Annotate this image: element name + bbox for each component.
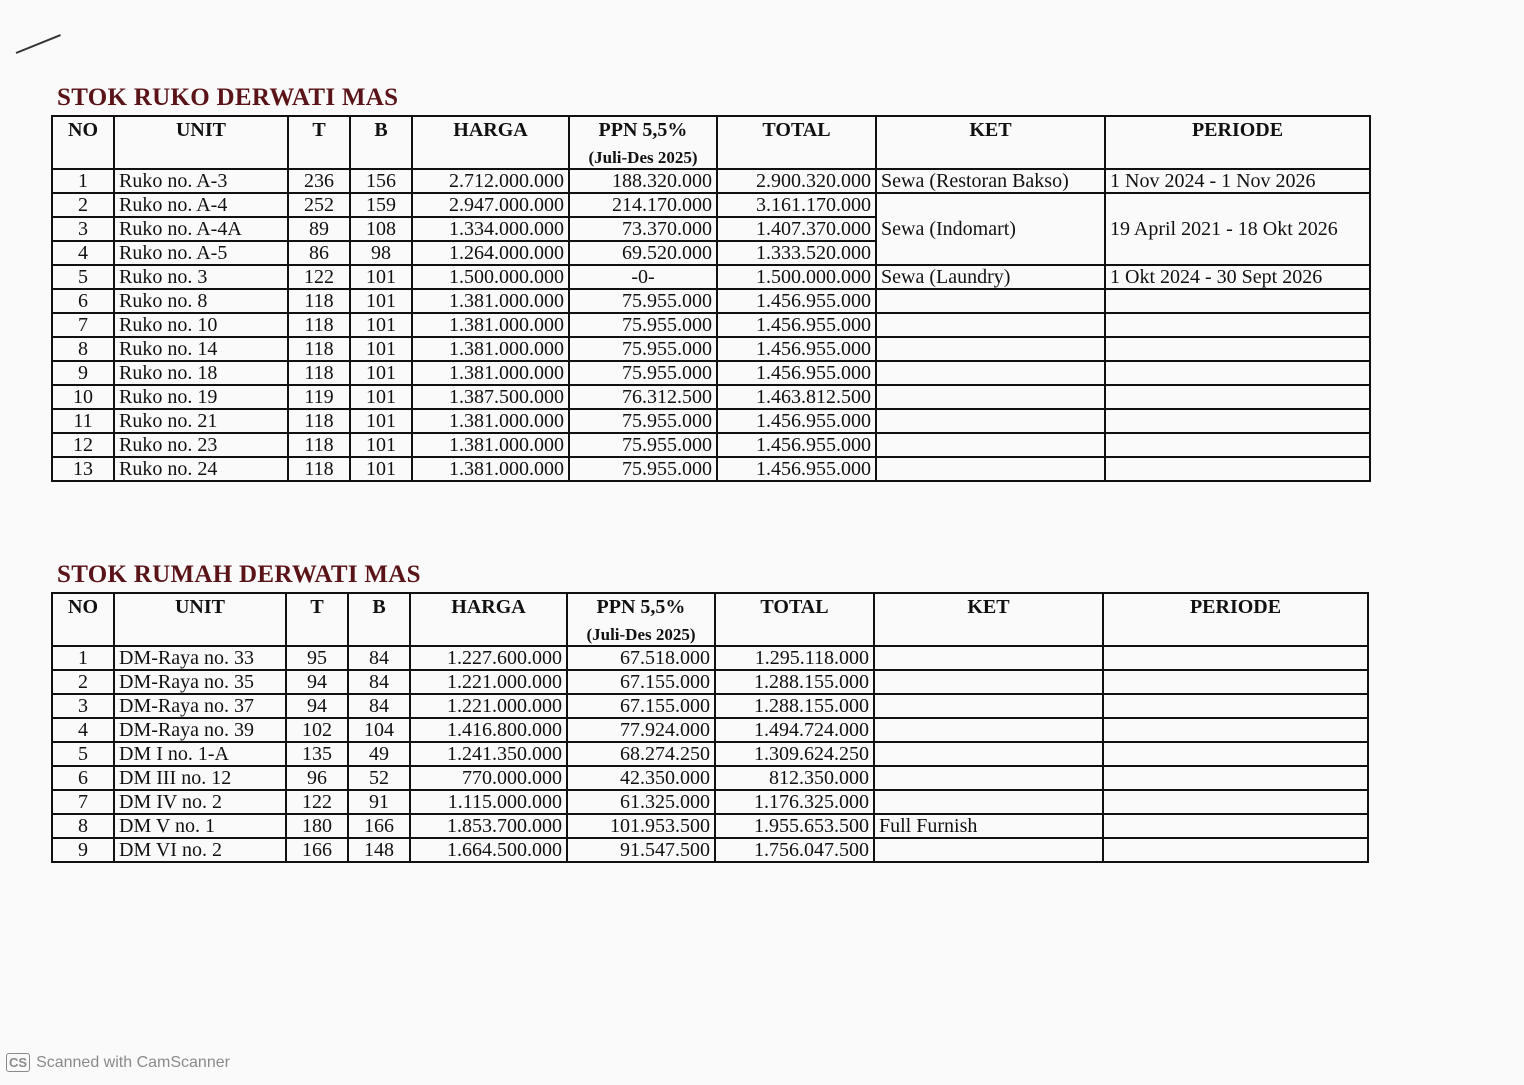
cell-ppn: 75.955.000 [569,337,717,361]
cell-unit: Ruko no. 23 [114,433,288,457]
cell-unit: Ruko no. A-5 [114,241,288,265]
cell-harga: 1.264.000.000 [412,241,569,265]
cell-no: 3 [52,694,114,718]
header-periode: PERIODE [1103,593,1368,646]
cell-periode [1105,337,1370,361]
cell-ket [876,337,1105,361]
cell-periode: 1 Okt 2024 - 30 Sept 2026 [1105,265,1370,289]
cell-no: 13 [52,457,114,481]
cell-ppn: 42.350.000 [567,766,715,790]
table-row [52,790,1368,814]
cell-total: 1.756.047.500 [715,838,874,862]
header-ppn-label: PPN 5,5% [596,596,686,618]
cell-ppn: 188.320.000 [569,169,717,193]
cell-ket [874,742,1103,766]
cell-unit: Ruko no. 24 [114,457,288,481]
cell-periode [1105,433,1370,457]
rumah-header-row [52,593,1368,646]
header-t: T [288,116,350,169]
cell-total: 1.456.955.000 [717,409,876,433]
cell-ppn: 67.155.000 [567,694,715,718]
table-row [52,718,1368,742]
table-row [52,433,1370,457]
cell-periode [1105,289,1370,313]
cell-b: 101 [350,313,412,337]
cell-periode [1103,838,1368,862]
cell-unit: Ruko no. 19 [114,385,288,409]
cell-harga: 1.334.000.000 [412,217,569,241]
cell-periode [1105,313,1370,337]
cell-t: 94 [286,694,348,718]
cell-ppn: 75.955.000 [569,313,717,337]
cell-harga: 1.381.000.000 [412,361,569,385]
cell-ket: Sewa (Indomart) [876,193,1105,265]
cell-b: 101 [350,385,412,409]
table-row [52,169,1370,193]
cell-periode: 1 Nov 2024 - 1 Nov 2026 [1105,169,1370,193]
cell-b: 101 [350,457,412,481]
cell-t: 95 [286,646,348,670]
cell-harga: 1.381.000.000 [412,457,569,481]
cell-periode [1103,718,1368,742]
cell-no: 2 [52,670,114,694]
cell-t: 118 [288,361,350,385]
cell-ket [874,838,1103,862]
cell-unit: Ruko no. 18 [114,361,288,385]
cell-total: 1.288.155.000 [715,670,874,694]
table-row [52,457,1370,481]
cell-harga: 1.381.000.000 [412,313,569,337]
scanner-watermark [6,1053,230,1072]
cell-total: 1.333.520.000 [717,241,876,265]
ruko-section-title: STOK RUKO DERWATI MAS [57,84,399,111]
cell-periode [1103,742,1368,766]
ruko-header-row [52,116,1370,169]
cell-ket [876,385,1105,409]
cell-ppn: 69.520.000 [569,241,717,265]
cell-periode [1103,646,1368,670]
cell-no: 9 [52,361,114,385]
header-unit: UNIT [114,116,288,169]
cell-b: 101 [350,337,412,361]
cell-ppn: 75.955.000 [569,289,717,313]
cell-harga: 1.664.500.000 [410,838,567,862]
ruko-table-body [52,169,1370,481]
cell-periode [1105,385,1370,409]
table-row [52,385,1370,409]
cell-t: 180 [286,814,348,838]
cell-t: 118 [288,337,350,361]
cell-unit: Ruko no. 8 [114,289,288,313]
cell-ppn: 75.955.000 [569,409,717,433]
cell-b: 98 [350,241,412,265]
header-ppn-period: (Juli-Des 2025) [586,625,696,644]
cell-unit: Ruko no. 10 [114,313,288,337]
rumah-table-body [52,646,1368,862]
header-harga: HARGA [412,116,569,169]
table-row [52,409,1370,433]
cell-b: 101 [350,433,412,457]
header-ppn [569,116,717,169]
cell-t: 252 [288,193,350,217]
table-row [52,289,1370,313]
watermark-text: Scanned with CamScanner [36,1053,230,1071]
cell-t: 135 [286,742,348,766]
cell-ppn: 73.370.000 [569,217,717,241]
rumah-stock-table [51,592,1369,863]
cell-harga: 1.221.000.000 [410,670,567,694]
cell-total: 3.161.170.000 [717,193,876,217]
cell-unit: DM I no. 1-A [114,742,286,766]
header-unit: UNIT [114,593,286,646]
cell-ket [874,790,1103,814]
header-t: T [286,593,348,646]
cell-b: 101 [350,361,412,385]
cell-b: 91 [348,790,410,814]
cell-no: 9 [52,838,114,862]
cell-harga: 1.221.000.000 [410,694,567,718]
cell-harga: 1.416.800.000 [410,718,567,742]
cell-ppn: 76.312.500 [569,385,717,409]
cell-harga: 770.000.000 [410,766,567,790]
cell-b: 84 [348,694,410,718]
cell-unit: Ruko no. 14 [114,337,288,361]
cell-unit: DM-Raya no. 35 [114,670,286,694]
cell-harga: 1.241.350.000 [410,742,567,766]
table-row [52,814,1368,838]
header-b: B [350,116,412,169]
table-row [52,337,1370,361]
header-no: NO [52,593,114,646]
cell-no: 1 [52,646,114,670]
cell-total: 1.288.155.000 [715,694,874,718]
cell-b: 101 [350,265,412,289]
cell-unit: DM-Raya no. 39 [114,718,286,742]
cell-unit: DM-Raya no. 37 [114,694,286,718]
cell-ket [876,361,1105,385]
cell-total: 1.463.812.500 [717,385,876,409]
cell-b: 84 [348,646,410,670]
cell-total: 812.350.000 [715,766,874,790]
cell-unit: Ruko no. 21 [114,409,288,433]
table-row [52,694,1368,718]
cell-unit: Ruko no. A-4A [114,217,288,241]
ruko-stock-table [51,115,1371,482]
cell-t: 122 [288,265,350,289]
cell-periode [1103,790,1368,814]
cell-ppn: 61.325.000 [567,790,715,814]
cell-ket [876,409,1105,433]
cell-periode [1105,457,1370,481]
cell-total: 1.456.955.000 [717,457,876,481]
cell-ppn: 75.955.000 [569,361,717,385]
header-ket: KET [876,116,1105,169]
cell-ket: Sewa (Laundry) [876,265,1105,289]
cell-ppn: 75.955.000 [569,433,717,457]
cell-total: 1.456.955.000 [717,289,876,313]
cell-ket [876,313,1105,337]
header-harga: HARGA [410,593,567,646]
table-row [52,670,1368,694]
cell-t: 166 [286,838,348,862]
cell-harga: 1.381.000.000 [412,433,569,457]
cell-no: 7 [52,790,114,814]
cell-harga: 1.387.500.000 [412,385,569,409]
camscanner-logo-icon: CS [6,1053,30,1072]
table-row [52,766,1368,790]
cell-total: 1.955.653.500 [715,814,874,838]
cell-no: 8 [52,337,114,361]
header-ppn-label: PPN 5,5% [598,119,688,141]
cell-no: 6 [52,289,114,313]
cell-harga: 2.947.000.000 [412,193,569,217]
header-b: B [348,593,410,646]
cell-t: 118 [288,313,350,337]
cell-no: 4 [52,241,114,265]
cell-t: 119 [288,385,350,409]
cell-harga: 2.712.000.000 [412,169,569,193]
cell-b: 104 [348,718,410,742]
cell-total: 1.494.724.000 [715,718,874,742]
header-ppn-period: (Juli-Des 2025) [588,148,698,167]
cell-no: 12 [52,433,114,457]
cell-b: 52 [348,766,410,790]
cell-ket [876,289,1105,313]
cell-total: 1.456.955.000 [717,361,876,385]
table-row [52,838,1368,862]
cell-no: 8 [52,814,114,838]
cell-t: 96 [286,766,348,790]
cell-ket [874,766,1103,790]
cell-ppn: 67.518.000 [567,646,715,670]
table-row [52,742,1368,766]
cell-no: 1 [52,169,114,193]
cell-unit: Ruko no. A-4 [114,193,288,217]
cell-ppn: 68.274.250 [567,742,715,766]
cell-total: 1.309.624.250 [715,742,874,766]
cell-t: 89 [288,217,350,241]
cell-ket [876,433,1105,457]
cell-ket [874,694,1103,718]
header-ppn [567,593,715,646]
cell-no: 4 [52,718,114,742]
cell-periode [1103,814,1368,838]
table-row [52,193,1370,217]
cell-unit: DM IV no. 2 [114,790,286,814]
cell-ket: Full Furnish [874,814,1103,838]
cell-ppn: 214.170.000 [569,193,717,217]
cell-b: 148 [348,838,410,862]
cell-ket [874,670,1103,694]
cell-b: 166 [348,814,410,838]
cell-t: 118 [288,409,350,433]
cell-total: 1.176.325.000 [715,790,874,814]
cell-periode [1103,766,1368,790]
cell-b: 156 [350,169,412,193]
cell-total: 1.456.955.000 [717,313,876,337]
cell-b: 84 [348,670,410,694]
table-row [52,265,1370,289]
cell-ket: Sewa (Restoran Bakso) [876,169,1105,193]
cell-t: 118 [288,289,350,313]
cell-no: 10 [52,385,114,409]
cell-total: 2.900.320.000 [717,169,876,193]
cell-t: 236 [288,169,350,193]
cell-total: 1.295.118.000 [715,646,874,670]
cell-b: 101 [350,289,412,313]
table-row [52,361,1370,385]
cell-t: 94 [286,670,348,694]
cell-no: 5 [52,742,114,766]
cell-t: 122 [286,790,348,814]
cell-periode: 19 April 2021 - 18 Okt 2026 [1105,193,1370,265]
pen-mark [16,34,61,54]
cell-harga: 1.853.700.000 [410,814,567,838]
cell-no: 2 [52,193,114,217]
cell-t: 86 [288,241,350,265]
cell-no: 5 [52,265,114,289]
cell-no: 7 [52,313,114,337]
cell-b: 101 [350,409,412,433]
cell-ppn: 67.155.000 [567,670,715,694]
cell-ppn: -0- [569,265,717,289]
table-row [52,313,1370,337]
cell-periode [1103,670,1368,694]
cell-ket [874,718,1103,742]
cell-total: 1.407.370.000 [717,217,876,241]
cell-t: 118 [288,457,350,481]
cell-ppn: 101.953.500 [567,814,715,838]
cell-harga: 1.500.000.000 [412,265,569,289]
cell-no: 3 [52,217,114,241]
cell-periode [1105,361,1370,385]
header-total: TOTAL [717,116,876,169]
cell-b: 108 [350,217,412,241]
cell-harga: 1.115.000.000 [410,790,567,814]
cell-periode [1105,409,1370,433]
cell-total: 1.456.955.000 [717,433,876,457]
cell-no: 6 [52,766,114,790]
cell-t: 102 [286,718,348,742]
cell-unit: DM VI no. 2 [114,838,286,862]
cell-total: 1.456.955.000 [717,337,876,361]
cell-ket [876,457,1105,481]
cell-harga: 1.227.600.000 [410,646,567,670]
rumah-section-title: STOK RUMAH DERWATI MAS [57,561,421,588]
header-no: NO [52,116,114,169]
cell-harga: 1.381.000.000 [412,337,569,361]
header-periode: PERIODE [1105,116,1370,169]
cell-unit: DM-Raya no. 33 [114,646,286,670]
cell-periode [1103,694,1368,718]
cell-ket [874,646,1103,670]
cell-unit: Ruko no. A-3 [114,169,288,193]
header-total: TOTAL [715,593,874,646]
header-ket: KET [874,593,1103,646]
table-row [52,646,1368,670]
cell-unit: DM III no. 12 [114,766,286,790]
cell-harga: 1.381.000.000 [412,289,569,313]
cell-ppn: 75.955.000 [569,457,717,481]
cell-unit: DM V no. 1 [114,814,286,838]
cell-no: 11 [52,409,114,433]
cell-ppn: 77.924.000 [567,718,715,742]
cell-t: 118 [288,433,350,457]
cell-harga: 1.381.000.000 [412,409,569,433]
cell-unit: Ruko no. 3 [114,265,288,289]
cell-total: 1.500.000.000 [717,265,876,289]
cell-ppn: 91.547.500 [567,838,715,862]
cell-b: 159 [350,193,412,217]
cell-b: 49 [348,742,410,766]
